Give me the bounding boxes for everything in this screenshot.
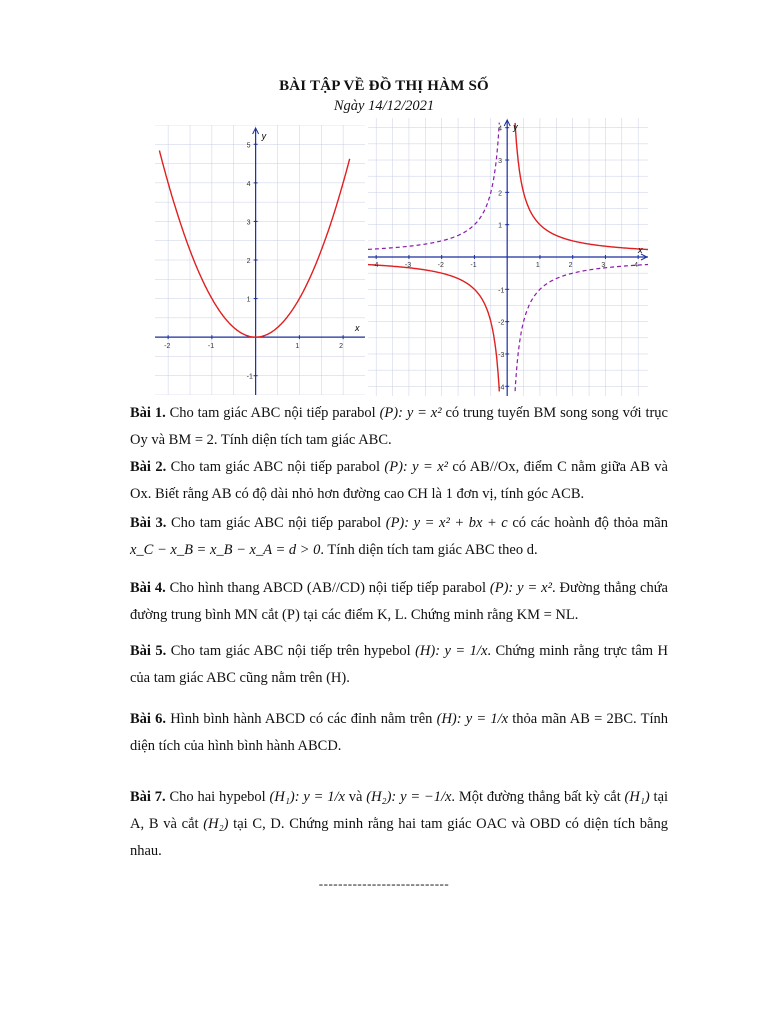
- problem-5: [130, 638, 668, 692]
- x-tick-label: -1: [470, 262, 477, 269]
- problem-label: Bài 3.: [130, 515, 167, 531]
- x-tick-label: -2: [164, 343, 171, 351]
- hyperbola-h1-branch-positive: [515, 123, 648, 250]
- problem-label: Bài 1.: [130, 405, 166, 421]
- math-expression: (H₂): [203, 816, 229, 832]
- y-tick-label: -2: [498, 319, 505, 327]
- problem-text: tại A, B và cắt: [130, 789, 669, 832]
- problem-text: . Tính diện tích tam giác ABC theo d.: [320, 542, 538, 558]
- y-tick-label: -1: [246, 373, 253, 381]
- math-expression: (P): y = x² + bx + c: [385, 515, 508, 531]
- math-expression: (H): y = 1/x: [436, 711, 509, 727]
- problem-6: [130, 706, 668, 760]
- x-tick-label: 2: [339, 343, 344, 351]
- page-title: BÀI TẬP VỀ ĐỒ THỊ HÀM SỐ: [279, 78, 489, 94]
- parabola-grid: [155, 125, 365, 395]
- problem-text: có AB//Ox, điểm C nằm giữa AB và Ox. Biết rằng AB có độ dài nhỏ hơn đường cao CH là 1 đơn vị, tính góc ACB.: [130, 459, 668, 502]
- math-expression: (H): y = 1/x: [415, 643, 488, 659]
- problem-text: thỏa mãn AB = 2BC. Tính diện tích của hình bình hành ABCD.: [130, 711, 668, 754]
- problem-text: Cho tam giác ABC nội tiếp parabol: [166, 515, 386, 531]
- math-expression: (P): y = x²: [379, 405, 442, 421]
- problem-4: [130, 575, 668, 629]
- x-tick-label: -4: [372, 262, 379, 269]
- parabola-graph: [155, 125, 365, 395]
- page-date: Ngày 14/12/2021: [333, 98, 435, 114]
- problem-2: [130, 454, 668, 508]
- problem-text: có các hoành độ thỏa mãn: [507, 515, 668, 531]
- x-tick-label: 2: [568, 262, 573, 269]
- hyperbola-tick-labels: [372, 126, 638, 392]
- problem-text: Hình bình hành ABCD có các đỉnh nằm trên: [166, 711, 437, 727]
- parabola-x-label: x: [355, 323, 360, 334]
- math-expression: (H₂): y = −1/x: [366, 789, 452, 805]
- problem-text: . Một đường thẳng bất kỳ cắt: [451, 789, 625, 805]
- hyperbola-h2-branch-left: [368, 123, 499, 250]
- problem-label: Bài 5.: [130, 643, 167, 659]
- problem-label: Bài 7.: [130, 789, 166, 805]
- y-tick-label: 3: [498, 158, 503, 166]
- x-tick-label: 1: [535, 262, 540, 269]
- x-tick-label: 3: [601, 262, 606, 269]
- hyperbola-axes: [368, 120, 648, 396]
- y-tick-label: 1: [246, 296, 251, 304]
- problem-text: tại C, D. Chứng minh rằng hai tam giác OAC và OBD có diện tích bằng nhau.: [130, 816, 668, 859]
- problem-text: Cho hai hypebol: [165, 789, 270, 805]
- y-tick-label: 4: [246, 180, 251, 188]
- hyperbola-y-label: y: [513, 122, 518, 132]
- separator-line: ---------------------------: [318, 876, 450, 891]
- x-tick-label: -2: [437, 262, 444, 269]
- x-tick-label: 1: [295, 343, 300, 351]
- y-tick-label: -4: [498, 384, 505, 392]
- problem-text: . Đường thẳng chứa đường trung bình MN cắt (P) tại các điểm K, L. Chứng minh rằng KM = NL.: [130, 580, 668, 623]
- problem-text: Cho tam giác ABC nội tiếp trên hypebol: [166, 643, 416, 659]
- problem-text: . Chứng minh rằng trực tâm H của tam giác ABC cũng nằm trên (H).: [130, 643, 669, 686]
- y-tick-label: 3: [246, 219, 251, 227]
- math-expression: (H₁): y = 1/x: [269, 789, 345, 805]
- y-tick-label: 2: [246, 258, 251, 265]
- problem-text: Cho tam giác ABC nội tiếp parabol: [165, 405, 380, 421]
- problem-label: Bài 6.: [130, 711, 167, 727]
- problem-text: Cho tam giác ABC nội tiếp parabol: [166, 459, 385, 475]
- x-tick-label: -1: [207, 343, 215, 351]
- math-expression: (P): y = x²: [384, 459, 448, 475]
- y-tick-label: 1: [498, 222, 503, 230]
- hyperbola-h1-branch-negative: [368, 265, 499, 392]
- parabola-axes: [155, 128, 365, 395]
- problem-text: có trung tuyến BM song song với trục Oy và BM = 2. Tính diện tích tam giác ABC.: [130, 405, 668, 448]
- problem-text: Cho hình thang ABCD (AB//CD) nội tiếp tiếp parabol: [165, 580, 490, 596]
- hyperbola-graph: [368, 118, 648, 396]
- problem-1: [130, 400, 668, 454]
- y-tick-label: 5: [246, 142, 251, 150]
- x-tick-label: -3: [404, 262, 412, 269]
- problem-7: [130, 784, 668, 865]
- y-tick-label: 4: [498, 125, 503, 133]
- y-tick-label: -1: [498, 287, 505, 295]
- problem-label: Bài 2.: [130, 459, 167, 475]
- hyperbola-x-label: x: [638, 245, 643, 255]
- y-tick-label: 2: [498, 190, 503, 198]
- math-expression: (H₁): [624, 789, 650, 805]
- problem-label: Bài 4.: [130, 580, 166, 596]
- y-tick-label: -3: [498, 351, 505, 359]
- math-expression: (P): y = x²: [489, 580, 552, 596]
- parabola-y-label: y: [261, 131, 267, 141]
- hyperbola-h2-branch-right: [515, 265, 648, 392]
- problem-3: [130, 510, 668, 564]
- x-tick-label: 4: [634, 262, 639, 269]
- problem-text: và: [344, 789, 367, 805]
- math-expression: x_C − x_B = x_B − x_A = d > 0: [130, 542, 321, 558]
